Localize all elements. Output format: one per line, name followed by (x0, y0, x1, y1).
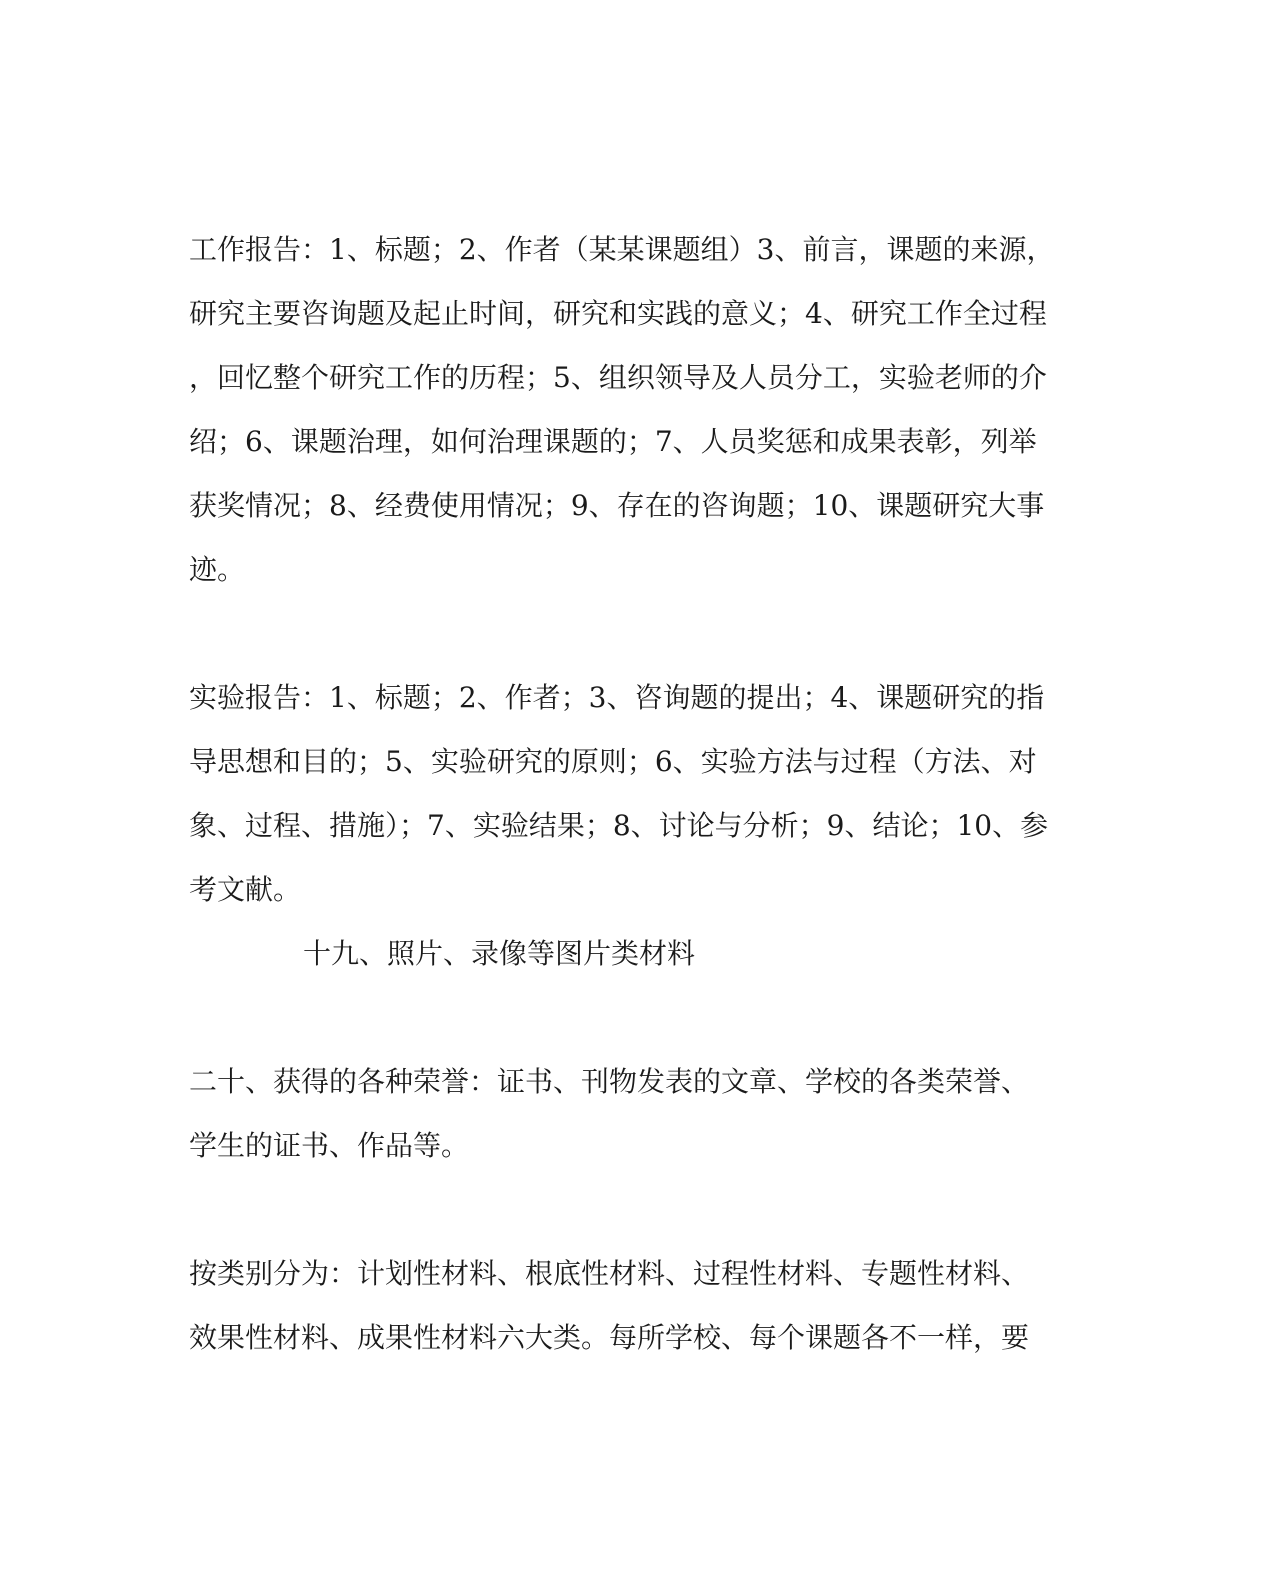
text-line: ，回忆整个研究工作的历程；5、组织领导及人员分工，实验老师的介 (189, 361, 1047, 394)
text-line: 考文献。 (189, 873, 302, 906)
text-line: 工作报告：1、标题；2、作者（某某课题组）3、前言，课题的来源， (189, 233, 1055, 266)
text-line: 导思想和目的；5、实验研究的原则；6、实验方法与过程（方法、对 (189, 745, 1037, 778)
text-line: 迹。 (189, 553, 246, 586)
text-line: 按类别分为：计划性材料、根底性材料、过程性材料、专题性材料、 (189, 1257, 1030, 1290)
text-line: 象、过程、措施）；7、实验结果；8、讨论与分析；9、结论；10、参 (189, 809, 1049, 842)
categories-paragraph (189, 1242, 1069, 1370)
text-line: 获奖情况；8、经费使用情况；9、存在的咨询题；10、课题研究大事 (189, 489, 1045, 522)
text-line: 研究主要咨询题及起止时间，研究和实践的意义；4、研究工作全过程 (189, 297, 1047, 330)
experiment-report-paragraph (189, 666, 1069, 922)
text-line: 二十、获得的各种荣誉：证书、刊物发表的文章、学校的各类荣誉、 (189, 1065, 1030, 1098)
text-line: 效果性材料、成果性材料六大类。每所学校、每个课题各不一样，要 (189, 1321, 1030, 1354)
honors-paragraph (189, 1050, 1069, 1178)
heading-text: 十九、照片、录像等图片类材料 (303, 937, 696, 970)
text-line: 绍；6、课题治理，如何治理课题的；7、人员奖惩和成果表彰，列举 (189, 425, 1037, 458)
work-report-paragraph (189, 218, 1069, 602)
text-line: 实验报告：1、标题；2、作者；3、咨询题的提出；4、课题研究的指 (189, 681, 1045, 714)
section-heading-19 (303, 922, 1183, 986)
text-line: 学生的证书、作品等。 (189, 1129, 470, 1162)
